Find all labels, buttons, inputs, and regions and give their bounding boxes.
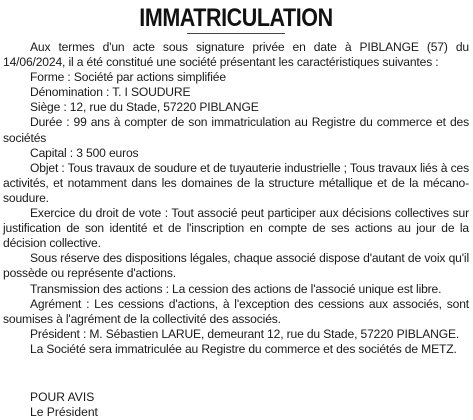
paragraph-forme: Forme : Société par actions simplifiée (30, 70, 226, 85)
paragraph-president: Président : M. Sébastien LARUE, demeurant 12, rue du Stade, 57220 PIBLANGE. (30, 326, 460, 341)
closing-signatory: Le Président (30, 404, 98, 419)
paragraph-agrement: Agrément : Les cessions d'actions, à l'exception des cessions aux associés, sont soumises à l'agrément de la collectivité des associés. (3, 296, 469, 326)
paragraph-capital: Capital : 3 500 euros (30, 145, 139, 160)
closing-signature (3, 390, 469, 420)
closing-pour-avis: POUR AVIS (30, 389, 95, 404)
paragraph-transmission: Transmission des actions : La cession des actions de l'associé unique est libre. (30, 281, 442, 296)
paragraph-droit-de-vote: Exercice du droit de vote : Tout associé peut participer aux décisions collectives sur justification de son identité et de l'inscription en compte de ses actions au jour de la décision collective. (3, 206, 469, 251)
paragraph-immatriculation: La Société sera immatriculée au Registre du commerce et des sociétés de METZ. (30, 341, 457, 356)
paragraph-intro: Aux termes d'un acte sous signature privée en date à PIBLANGE (57) du 14/06/2024, il a été constitué une société présentant les caractéristiques suivantes : (3, 40, 469, 70)
paragraph-denomination: Dénomination : T. I SOUDURE (30, 85, 191, 100)
paragraph-objet: Objet : Tous travaux de soudure et de tuyauterie industrielle ; Tous travaux liés à ces activités, et notamment dans les domaines de la structure métallique et de la mécano-soudure. (3, 160, 469, 205)
paragraph-reserve: Sous réserve des dispositions légales, chaque associé dispose d'autant de voix qu'il possède ou représente d'actions. (3, 251, 469, 281)
notice-body (3, 40, 469, 357)
legal-notice (3, 3, 469, 420)
paragraph-duree: Durée : 99 ans à compter de son immatriculation au Registre du commerce et des sociétés (3, 115, 469, 145)
paragraph-siege: Siège : 12, rue du Stade, 57220 PIBLANGE (30, 100, 259, 115)
notice-title: IMMATRICULATION (139, 4, 333, 32)
title-underline (187, 33, 285, 34)
